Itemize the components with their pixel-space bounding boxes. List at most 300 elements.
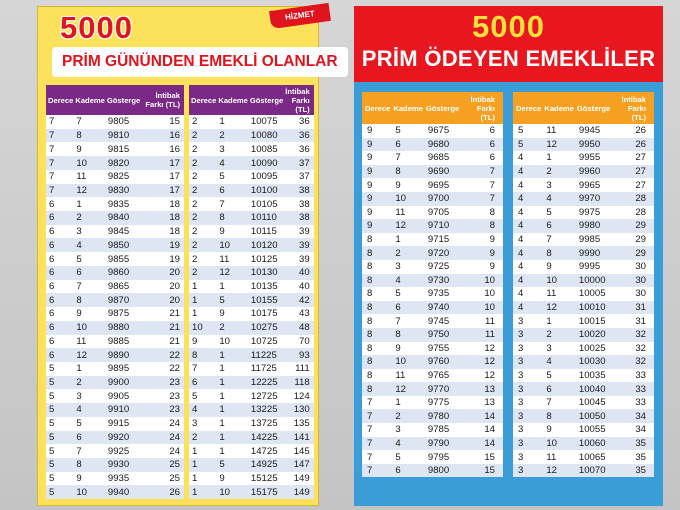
table-cell: 16 — [169, 143, 180, 155]
table-cell: 9 — [362, 165, 390, 179]
table-row — [189, 211, 314, 225]
table-row — [362, 274, 503, 288]
column-header: Derece — [362, 92, 390, 124]
table-cell: 93 — [283, 348, 313, 362]
table-row — [513, 233, 654, 247]
table-cell: 9 — [219, 308, 225, 320]
table-cell: 4 — [518, 152, 524, 164]
table-cell: 1 — [192, 445, 198, 457]
table-cell: 12725 — [250, 390, 278, 402]
table-cell: 6 — [46, 348, 73, 362]
table-cell: 1 — [76, 198, 82, 210]
table-cell: 7 — [46, 129, 73, 143]
table-cell: 9775 — [427, 397, 450, 409]
table-cell: 9985 — [578, 234, 601, 246]
table-cell: 9990 — [574, 246, 610, 260]
table-cell: 9 — [489, 234, 495, 246]
table-cell: 2 — [192, 226, 198, 238]
table-cell: 2 — [192, 253, 198, 265]
table-cell: 9855 — [107, 253, 130, 265]
table-cell: 43 — [299, 308, 310, 320]
table-cell: 7 — [49, 143, 55, 155]
table-cell: 9815 — [107, 143, 130, 155]
table-cell: 4 — [73, 403, 105, 417]
table-cell: 5 — [395, 451, 401, 463]
table-cell: 40 — [283, 266, 313, 280]
table-cell: 9765 — [427, 369, 450, 381]
table-cell: 8 — [362, 328, 390, 342]
table-cell: 6 — [216, 184, 248, 198]
table-row — [46, 197, 184, 211]
table-row — [513, 342, 654, 356]
table-cell: 2 — [189, 129, 216, 143]
table-cell: 9 — [367, 179, 373, 191]
table-cell: 32 — [635, 342, 646, 354]
table-cell: 27 — [635, 152, 646, 164]
table-cell: 28 — [610, 192, 654, 206]
table-cell: 14 — [459, 437, 503, 451]
column-header: İntibak Farkı (TL) — [610, 92, 654, 124]
left-table-a — [46, 85, 184, 499]
table-cell: 4 — [189, 403, 216, 417]
table-cell: 20 — [169, 280, 180, 292]
table-cell: 145 — [293, 445, 310, 457]
column-header: Kademe — [390, 92, 423, 124]
table-cell: 12 — [541, 301, 574, 315]
table-cell: 6 — [49, 308, 55, 320]
table-cell: 10 — [459, 301, 503, 315]
table-cell: 135 — [293, 418, 310, 430]
table-cell: 4 — [518, 261, 524, 273]
table-cell: 6 — [49, 226, 55, 238]
table-cell: 18 — [169, 226, 180, 238]
left-panel — [37, 6, 338, 506]
table-cell: 4 — [390, 274, 423, 288]
table-row — [362, 301, 503, 315]
hizmet-stamp: HİZMET — [269, 3, 331, 29]
table-cell: 10115 — [250, 226, 277, 238]
table-cell: 36 — [299, 116, 310, 128]
table-cell: 6 — [46, 266, 73, 280]
table-cell: 7 — [395, 315, 401, 327]
table-cell: 7 — [219, 198, 225, 210]
table-cell: 9 — [219, 226, 225, 238]
table-cell: 9995 — [578, 261, 601, 273]
table-cell: 10725 — [250, 335, 278, 347]
table-header-row — [513, 92, 654, 124]
table-cell: 6 — [46, 321, 73, 335]
table-row — [46, 238, 184, 252]
column-header: Gösterge — [574, 92, 610, 124]
table-cell: 8 — [216, 211, 248, 225]
table-cell: 1 — [216, 348, 248, 362]
table-cell: 5 — [76, 253, 82, 265]
table-row — [362, 219, 503, 233]
table-cell: 33 — [635, 397, 646, 409]
table-row — [513, 124, 654, 138]
table-cell: 7 — [367, 397, 373, 409]
table-cell: 12225 — [248, 376, 283, 390]
table-cell: 6 — [46, 211, 73, 225]
table-cell: 16 — [140, 129, 184, 143]
table-row — [189, 307, 314, 321]
table-cell: 7 — [362, 464, 390, 478]
table-cell: 118 — [283, 376, 313, 390]
table-cell: 5 — [49, 363, 55, 375]
table-row — [513, 178, 654, 192]
table-row — [513, 314, 654, 328]
table-cell: 1 — [219, 363, 225, 375]
table-cell: 4 — [513, 301, 541, 315]
table-cell: 25 — [140, 458, 184, 472]
table-cell: 8 — [362, 274, 390, 288]
table-cell: 20 — [140, 293, 184, 307]
table-cell: 2 — [73, 376, 105, 390]
table-row — [189, 485, 314, 499]
table-cell: 3 — [219, 143, 225, 155]
table-row — [513, 151, 654, 165]
table-row — [189, 266, 314, 280]
table-cell: 6 — [489, 152, 495, 164]
table-cell: 10095 — [250, 171, 278, 183]
table-row — [362, 151, 503, 165]
table-cell: 12 — [216, 266, 248, 280]
table-row — [513, 138, 654, 152]
table-cell: 25 — [169, 473, 180, 485]
table-cell: 7 — [367, 451, 373, 463]
table-cell: 9940 — [105, 485, 140, 499]
table-row — [46, 211, 184, 225]
table-cell: 8 — [73, 293, 105, 307]
table-cell: 3 — [518, 397, 524, 409]
table-cell: 11 — [219, 253, 230, 265]
table-cell: 38 — [283, 211, 313, 225]
table-cell: 14725 — [250, 445, 278, 457]
table-cell: 26 — [635, 125, 646, 137]
left-big-number: 5000 — [60, 10, 133, 45]
table-cell: 2 — [192, 198, 198, 210]
table-cell: 9880 — [105, 321, 140, 335]
table-cell: 9860 — [105, 266, 140, 280]
table-cell: 10 — [73, 156, 105, 170]
table-cell: 9745 — [427, 315, 450, 327]
table-cell: 8 — [367, 315, 373, 327]
column-header: İntibak Farkı (TL) — [459, 92, 503, 124]
table-cell: 9900 — [105, 376, 140, 390]
table-cell: 3 — [395, 261, 401, 273]
table-cell: 31 — [635, 315, 646, 327]
table-cell: 29 — [610, 246, 654, 260]
table-cell: 6 — [49, 198, 55, 210]
table-cell: 7 — [49, 171, 55, 183]
table-cell: 9795 — [427, 451, 450, 463]
table-cell: 17 — [140, 184, 184, 198]
table-cell: 2 — [189, 211, 216, 225]
table-row — [46, 458, 184, 472]
table-cell: 7 — [76, 280, 82, 292]
table-cell: 21 — [140, 321, 184, 335]
table-row — [362, 450, 503, 464]
table-cell: 5 — [216, 458, 248, 472]
table-row — [362, 382, 503, 396]
table-row — [513, 192, 654, 206]
table-cell: 10125 — [250, 253, 278, 265]
table-row — [513, 246, 654, 260]
table-cell: 5 — [49, 418, 55, 430]
table-cell: 2 — [390, 409, 423, 423]
table-cell: 48 — [283, 321, 313, 335]
table-cell: 30 — [635, 288, 646, 300]
table-cell: 147 — [283, 458, 313, 472]
table-row — [513, 396, 654, 410]
table-cell: 15 — [169, 116, 180, 128]
table-cell: 7 — [46, 184, 73, 198]
table-row — [46, 225, 184, 239]
table-cell: 9675 — [427, 125, 450, 137]
table-cell: 3 — [513, 355, 541, 369]
table-cell: 6 — [390, 464, 423, 478]
right-panel — [354, 6, 663, 506]
table-cell: 3 — [513, 409, 541, 423]
table-row — [513, 409, 654, 423]
table-cell: 11 — [546, 288, 557, 300]
table-cell: 9950 — [574, 138, 610, 152]
table-cell: 38 — [299, 198, 310, 210]
table-cell: 5 — [192, 390, 198, 402]
table-cell: 18 — [140, 211, 184, 225]
table-cell: 3 — [518, 424, 524, 436]
table-cell: 3 — [192, 418, 198, 430]
table-cell: 9755 — [427, 342, 450, 354]
table-cell: 7 — [367, 424, 373, 436]
table-cell: 2 — [192, 116, 198, 128]
table-cell: 10015 — [578, 315, 606, 327]
table-cell: 7 — [362, 437, 390, 451]
table-cell: 10050 — [574, 409, 610, 423]
table-cell: 5 — [46, 431, 73, 445]
table-cell: 38 — [283, 184, 313, 198]
table-cell: 22 — [140, 348, 184, 362]
table-cell: 11 — [546, 451, 557, 463]
table-cell: 1 — [219, 390, 225, 402]
table-cell: 9710 — [423, 219, 459, 233]
table-cell: 9 — [367, 125, 373, 137]
table-cell: 10005 — [578, 288, 606, 300]
table-cell: 9800 — [423, 464, 459, 478]
table-cell: 9680 — [423, 138, 459, 152]
table-cell: 5 — [216, 293, 248, 307]
column-header: İntibak Farkı (TL) — [283, 85, 313, 115]
table-cell: 141 — [283, 431, 313, 445]
table-cell: 8 — [362, 355, 390, 369]
table-row — [362, 192, 503, 206]
table-cell: 4 — [513, 165, 541, 179]
table-cell: 15 — [484, 451, 495, 463]
table-cell: 28 — [635, 206, 646, 218]
table-row — [362, 342, 503, 356]
table-row — [46, 170, 184, 184]
column-header: Kademe — [541, 92, 574, 124]
left-table-b — [189, 85, 314, 499]
table-cell: 5 — [546, 206, 552, 218]
table-row — [513, 355, 654, 369]
table-cell: 9955 — [578, 152, 601, 164]
table-cell: 10 — [219, 335, 231, 347]
table-cell: 3 — [518, 369, 524, 381]
table-cell: 10175 — [250, 308, 278, 320]
table-cell: 9980 — [574, 219, 610, 233]
table-cell: 10100 — [248, 184, 283, 198]
column-header: Derece — [189, 85, 216, 115]
table-row — [189, 458, 314, 472]
table-cell: 9910 — [105, 403, 140, 417]
table-row — [362, 396, 503, 410]
table-row — [513, 287, 654, 301]
table-cell: 9825 — [107, 171, 130, 183]
right-table-b — [513, 92, 654, 477]
table-cell: 1 — [216, 403, 248, 417]
table-cell: 5 — [546, 369, 552, 381]
table-cell: 9685 — [427, 152, 450, 164]
table-cell: 5 — [46, 403, 73, 417]
table-row — [189, 389, 314, 403]
table-row — [362, 437, 503, 451]
table-row — [362, 464, 503, 478]
table-cell: 30 — [635, 261, 646, 273]
table-cell: 9945 — [578, 125, 601, 137]
table-cell: 9965 — [578, 179, 601, 191]
table-cell: 32 — [610, 355, 654, 369]
table-row — [46, 252, 184, 266]
table-cell: 8 — [367, 234, 373, 246]
table-cell: 149 — [283, 485, 313, 499]
table-cell: 4 — [216, 156, 248, 170]
table-cell: 8 — [189, 348, 216, 362]
table-cell: 10 — [216, 238, 248, 252]
table-cell: 11225 — [248, 348, 283, 362]
table-row — [46, 403, 184, 417]
table-cell: 2 — [189, 156, 216, 170]
table-cell: 3 — [518, 342, 524, 354]
table-cell: 6 — [46, 238, 73, 252]
table-cell: 9 — [362, 219, 390, 233]
table-cell: 8 — [390, 165, 423, 179]
table-cell: 10110 — [248, 211, 283, 225]
table-cell: 9835 — [107, 198, 130, 210]
table-cell: 26 — [140, 485, 184, 499]
table-cell: 21 — [169, 335, 180, 347]
table-cell: 9810 — [105, 129, 140, 143]
table-cell: 6 — [489, 125, 495, 137]
table-row — [362, 165, 503, 179]
table-row — [513, 260, 654, 274]
table-cell: 130 — [283, 403, 313, 417]
table-cell: 9805 — [107, 116, 130, 128]
table-row — [189, 431, 314, 445]
table-row — [362, 124, 503, 138]
table-cell: 24 — [140, 431, 184, 445]
table-cell: 10085 — [250, 143, 278, 155]
table-cell: 5 — [76, 418, 82, 430]
table-cell: 4 — [518, 206, 524, 218]
table-row — [46, 321, 184, 335]
table-row — [513, 274, 654, 288]
table-cell: 14 — [484, 424, 495, 436]
table-cell: 14925 — [248, 458, 283, 472]
table-cell: 9895 — [107, 363, 130, 375]
table-cell: 31 — [610, 301, 654, 315]
table-row — [189, 170, 314, 184]
table-cell: 124 — [293, 390, 310, 402]
table-cell: 5 — [518, 125, 524, 137]
table-row — [513, 423, 654, 437]
table-row — [513, 165, 654, 179]
table-cell: 2 — [73, 211, 105, 225]
table-cell: 4 — [73, 238, 105, 252]
table-cell: 37 — [299, 171, 310, 183]
table-cell: 9845 — [107, 226, 130, 238]
table-cell: 70 — [299, 335, 310, 347]
table-cell: 2 — [216, 321, 248, 335]
table-cell: 3 — [513, 464, 541, 478]
table-row — [513, 369, 654, 383]
table-cell: 8 — [390, 328, 423, 342]
table-cell: 12 — [541, 138, 574, 152]
table-cell: 9915 — [107, 418, 130, 430]
table-cell: 9865 — [107, 280, 130, 292]
table-cell: 8 — [367, 369, 373, 381]
table-cell: 4 — [541, 192, 574, 206]
table-row — [362, 409, 503, 423]
table-cell: 10 — [459, 274, 503, 288]
table-cell: 1 — [76, 363, 82, 375]
table-cell: 1 — [192, 280, 198, 292]
table-cell: 5 — [395, 125, 401, 137]
table-cell: 7 — [546, 234, 552, 246]
table-row — [189, 444, 314, 458]
table-cell: 7 — [489, 179, 495, 191]
table-row — [46, 431, 184, 445]
table-cell: 8 — [459, 219, 503, 233]
table-cell: 33 — [610, 382, 654, 396]
table-row — [189, 362, 314, 376]
table-row — [189, 197, 314, 211]
table-cell: 6 — [49, 280, 55, 292]
table-cell: 9935 — [107, 473, 130, 485]
table-cell: 9715 — [427, 234, 450, 246]
table-cell: 2 — [216, 129, 248, 143]
table-row — [362, 355, 503, 369]
table-cell: 14 — [459, 409, 503, 423]
table-row — [46, 376, 184, 390]
table-cell: 11 — [76, 171, 87, 183]
table-row — [362, 369, 503, 383]
table-cell: 9 — [546, 424, 552, 436]
table-cell: 6 — [49, 253, 55, 265]
table-cell: 4 — [513, 246, 541, 260]
table-cell: 9785 — [427, 424, 450, 436]
table-row — [513, 437, 654, 451]
table-cell: 9720 — [423, 246, 459, 260]
table-cell: 7 — [395, 152, 401, 164]
table-cell: 23 — [169, 390, 180, 402]
column-header: İntibak Farkı (TL) — [140, 85, 184, 115]
table-cell: 8 — [367, 342, 373, 354]
table-cell: 6 — [390, 138, 423, 152]
column-header: Kademe — [216, 85, 248, 115]
table-cell: 39 — [299, 253, 310, 265]
table-row — [46, 444, 184, 458]
